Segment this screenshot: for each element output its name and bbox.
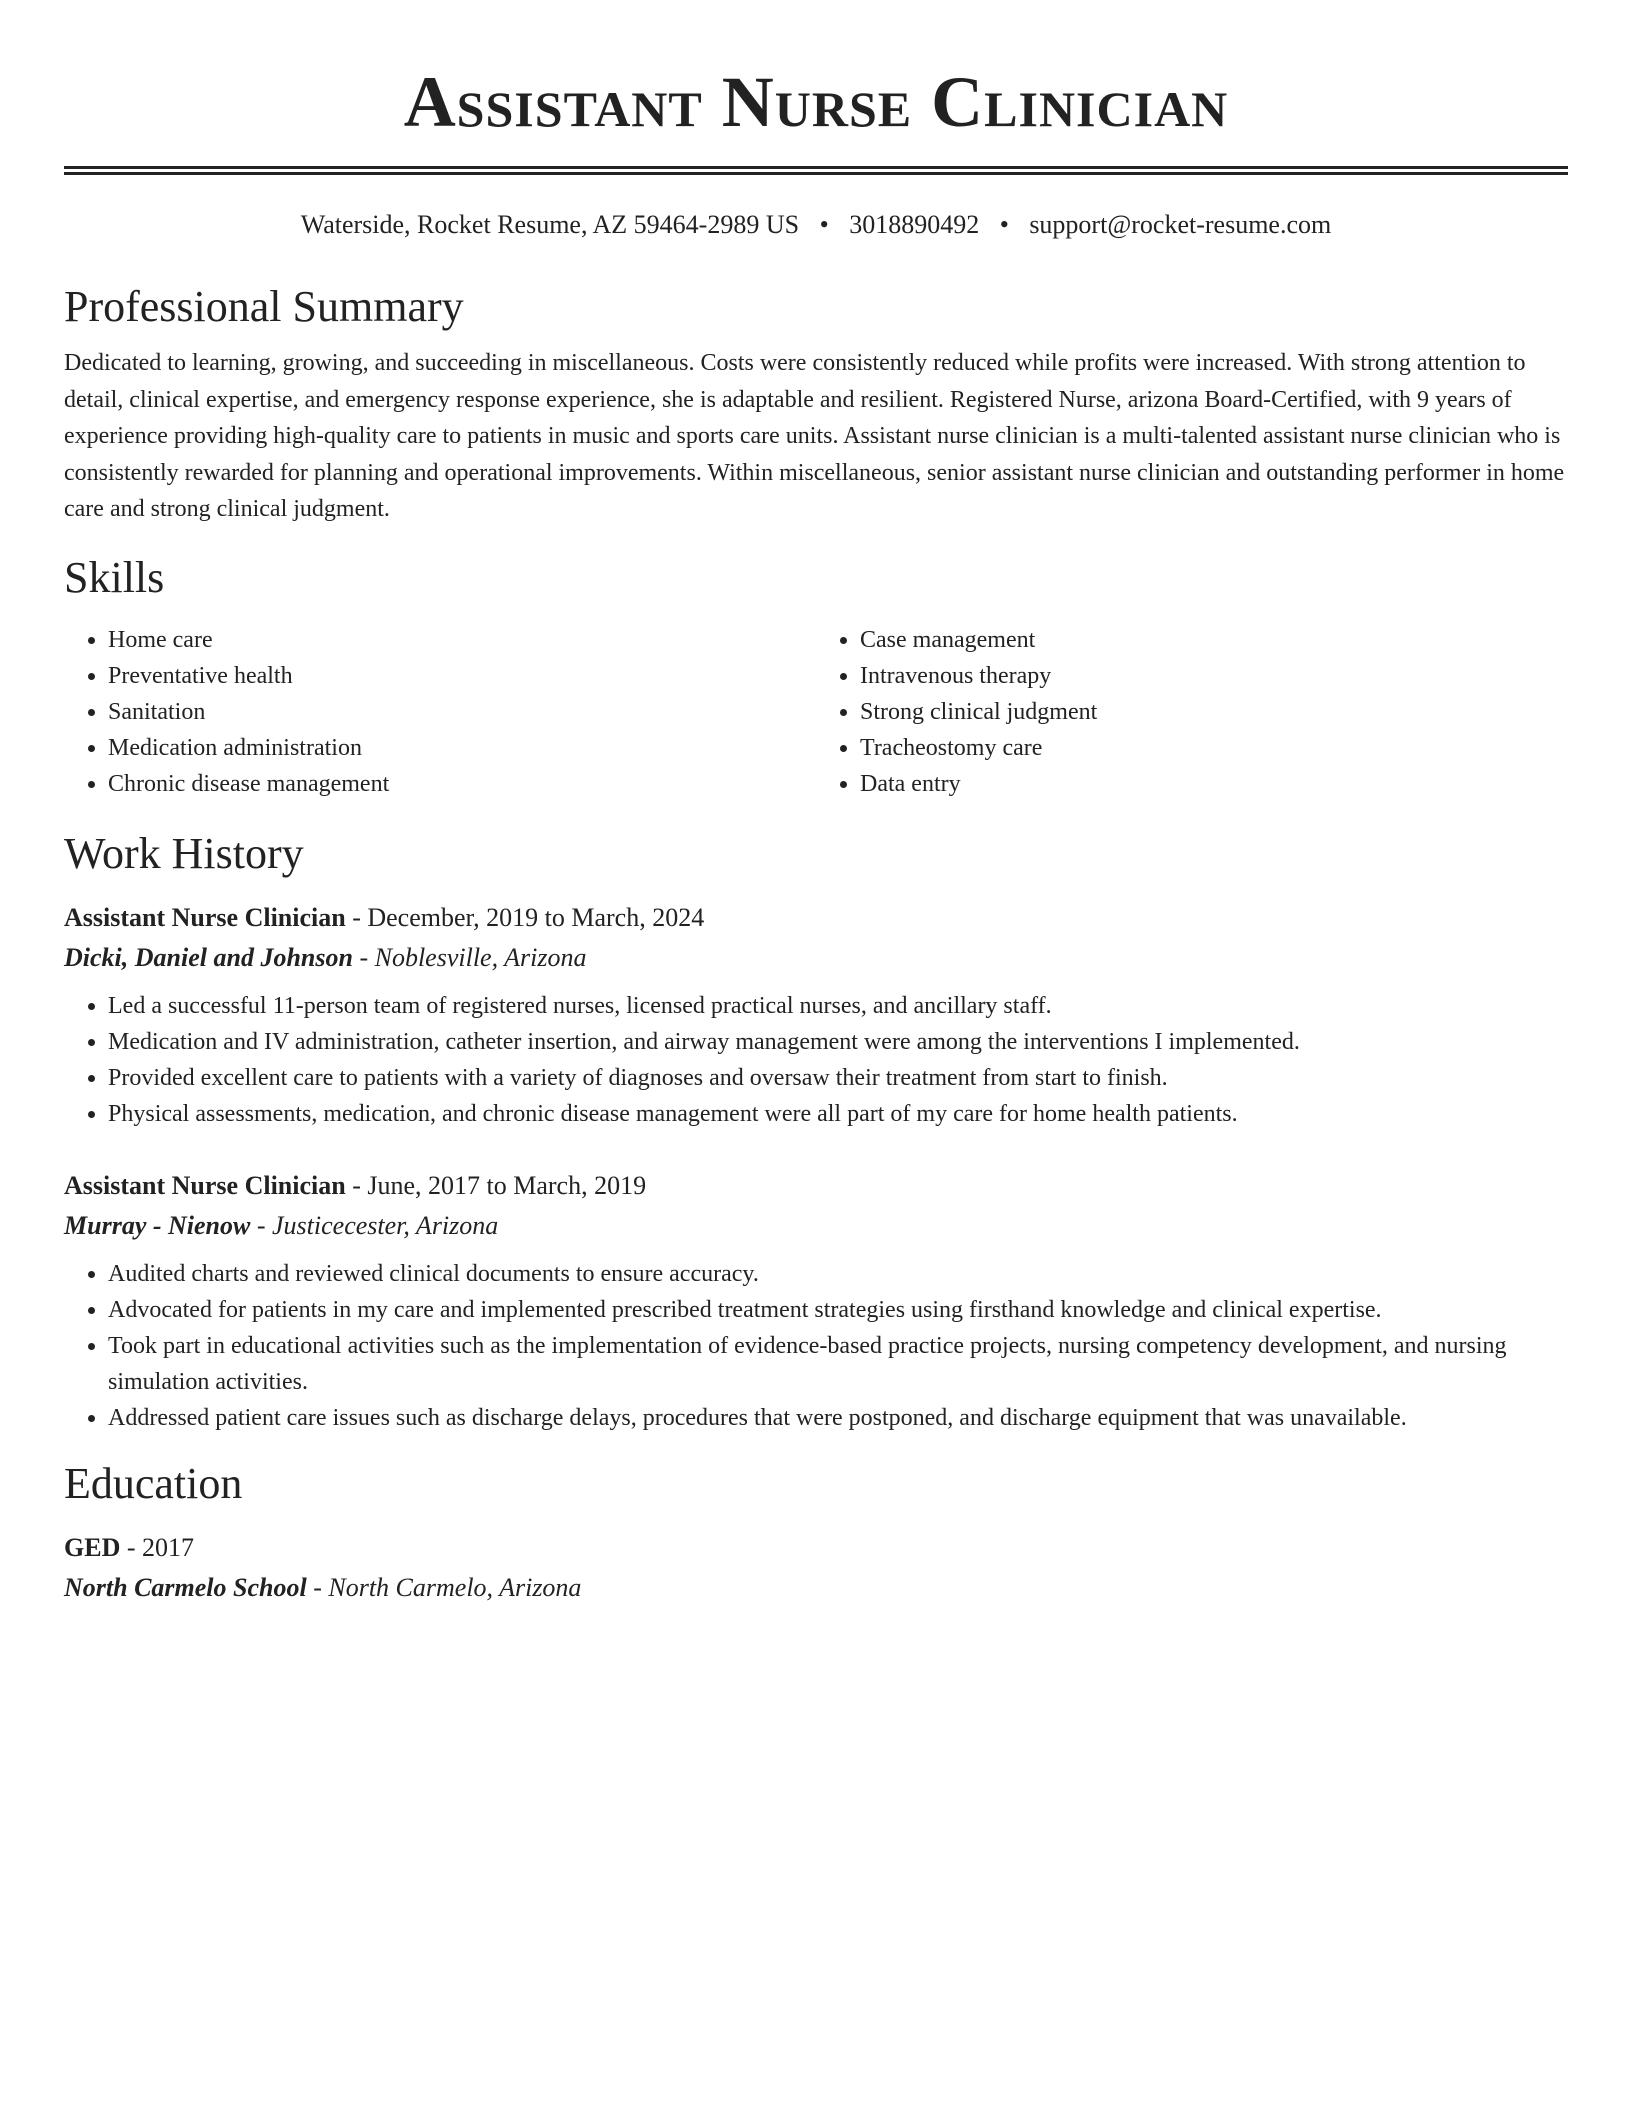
education-heading: Education xyxy=(64,1458,243,1508)
job-entry xyxy=(64,1166,1568,1436)
job-title: Assistant Nurse Clinician xyxy=(64,1170,346,1200)
job-location: - Noblesville, Arizona xyxy=(352,942,587,972)
skill-item: • Tracheostomy care xyxy=(860,730,1568,766)
job-bullet: • Audited charts and reviewed clinical documents to ensure accuracy. xyxy=(108,1256,1568,1292)
contact-phone: 3018890492 xyxy=(849,210,980,239)
job-bullet: • Provided excellent care to patients with a variety of diagnoses and oversaw their treatment from start to finish. xyxy=(108,1060,1568,1096)
skills-grid xyxy=(64,622,1568,802)
summary-heading: Professional Summary xyxy=(64,282,464,331)
education-entry xyxy=(64,1528,1568,1608)
job-dates: - December, 2019 to March, 2024 xyxy=(345,902,705,932)
education-degree-line xyxy=(64,1528,1568,1568)
job-employer-line xyxy=(64,938,1568,978)
job-bullets xyxy=(64,988,1568,1132)
job-company: Murray - Nienow xyxy=(64,1210,251,1240)
job-bullet: • Medication and IV administration, catheter insertion, and airway management were among the interventions I implemented. xyxy=(108,1024,1568,1060)
job-heading xyxy=(64,898,1568,938)
education-school: North Carmelo School xyxy=(64,1572,307,1602)
summary-text: Dedicated to learning, growing, and succeeding in miscellaneous. Costs were consistently reduced while profits were increased. With strong attention to detail, clinical expertise, and emergency response experience, she is adaptable and resilient. Registered Nurse, arizona Board-Certified, with 9 years of experience providing high-quality care to patients in music and sports care units. Assistant nurse clinician is a multi-talented assistant nurse clinician who is consistently rewarded for planning and operational improvements. Within miscellaneous, senior assistant nurse clinician and outstanding performer in home care and strong clinical judgment. xyxy=(64,350,1565,522)
job-dates: - June, 2017 to March, 2019 xyxy=(345,1170,647,1200)
job-location: - Justicecester, Arizona xyxy=(250,1210,499,1240)
education-school-line xyxy=(64,1568,1568,1608)
education-location: - North Carmelo, Arizona xyxy=(306,1572,582,1602)
skill-item: • Strong clinical judgment xyxy=(860,694,1568,730)
job-bullet: • Took part in educational activities such as the implementation of evidence-based practice projects, nursing competency development, and nursing simulation activities. xyxy=(108,1328,1568,1400)
header-divider xyxy=(64,166,1568,175)
contact-line xyxy=(64,209,1568,241)
skills-column-left xyxy=(64,622,816,802)
skills-column-right xyxy=(816,622,1568,802)
contact-separator: • xyxy=(999,210,1009,239)
skills-heading: Skills xyxy=(64,552,165,602)
resume-name: Assistant Nurse Clinician xyxy=(403,62,1229,142)
job-company: Dicki, Daniel and Johnson xyxy=(64,942,353,972)
job-bullet: • Led a successful 11-person team of registered nurses, licensed practical nurses, and ancillary staff. xyxy=(108,988,1568,1024)
job-employer-line xyxy=(64,1206,1568,1246)
job-title: Assistant Nurse Clinician xyxy=(64,902,346,932)
skill-item: • Sanitation xyxy=(108,694,816,730)
job-entry xyxy=(64,898,1568,1132)
job-heading xyxy=(64,1166,1568,1206)
contact-separator: • xyxy=(819,210,829,239)
skill-item: • Preventative health xyxy=(108,658,816,694)
skill-item: • Chronic disease management xyxy=(108,766,816,802)
skill-item: • Case management xyxy=(860,622,1568,658)
education-degree: GED xyxy=(64,1532,121,1562)
contact-address: Waterside, Rocket Resume, AZ 59464-2989 US xyxy=(300,210,800,239)
job-bullet: • Addressed patient care issues such as discharge delays, procedures that were postponed, and discharge equipment that was unavailable. xyxy=(108,1400,1568,1436)
job-bullets xyxy=(64,1256,1568,1436)
skill-item: • Intravenous therapy xyxy=(860,658,1568,694)
job-bullet: • Physical assessments, medication, and chronic disease management were all part of my care for home health patients. xyxy=(108,1096,1568,1132)
education-year: - 2017 xyxy=(120,1532,195,1562)
job-bullet: • Advocated for patients in my care and implemented prescribed treatment strategies using firsthand knowledge and clinical expertise. xyxy=(108,1292,1568,1328)
contact-email: support@rocket-resume.com xyxy=(1029,210,1332,239)
skill-item: • Medication administration xyxy=(108,730,816,766)
skill-item: • Data entry xyxy=(860,766,1568,802)
work-history-heading: Work History xyxy=(64,828,304,878)
skill-item: • Home care xyxy=(108,622,816,658)
